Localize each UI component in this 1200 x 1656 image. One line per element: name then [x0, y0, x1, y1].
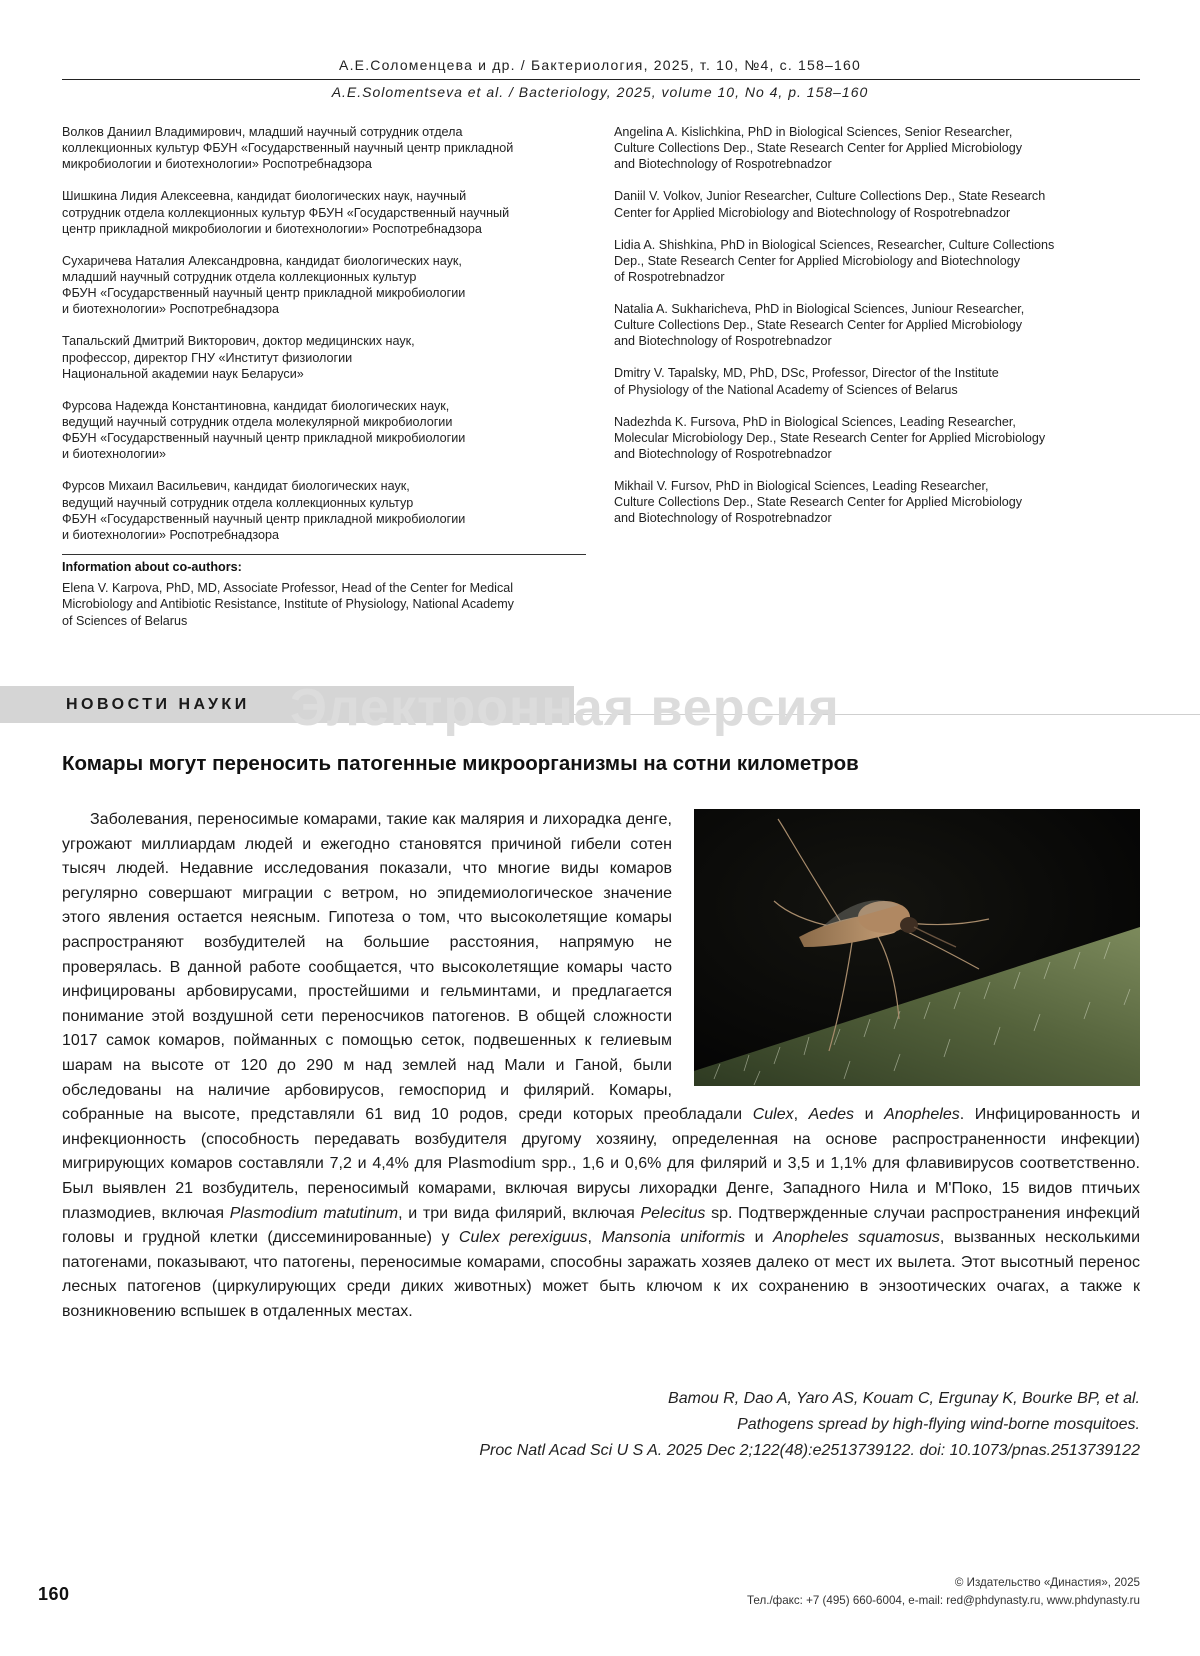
- author-en-entry: Mikhail V. Fursov, PhD in Biological Sciences, Leading Researcher, Culture Collections Dep., State Research Center for Applied Microbiology and Biotechnology of Rospotrebnadzor: [614, 479, 1023, 526]
- author-ru-entry: Тапальский Дмитрий Викторович, доктор медицинских наук, профессор, директор ГНУ «Институт физиологии Национальной академии наук Беларуси»: [62, 334, 415, 381]
- author-ru-entry: Шишкина Лидия Алексеевна, кандидат биологических наук, научный сотрудник отдела коллекционных культур ФБУН «Государственный научный центр прикладной микробиологии и биотехнологии» Роспотребнадзора: [62, 189, 510, 236]
- authors-en-column: [614, 124, 1154, 542]
- species-name: Anopheles squamosus: [773, 1229, 940, 1247]
- author-en-entry: Natalia A. Sukharicheva, PhD in Biological Sciences, Juniour Researcher, Culture Collections Dep., State Research Center for Applied Microbiology and Biotechnology of Rospotrebnadzor: [614, 302, 1025, 349]
- publisher-copyright: © Издательство «Династия», 2025: [954, 1576, 1140, 1589]
- citation-source: Proc Natl Acad Sci U S A. 2025 Dec 2;122(48):e2513739122. doi: 10.1073/pnas.2513739122: [479, 1442, 1140, 1459]
- text-run: ,: [587, 1229, 602, 1247]
- header-divider: [62, 79, 1140, 80]
- author-en-entry: Lidia A. Shishkina, PhD in Biological Sciences, Researcher, Culture Collections Dep., State Research Center for Applied Microbiology and Biotechnology of Rospotrebnadzor: [614, 237, 1055, 285]
- author-en-entry: Nadezhda K. Fursova, PhD in Biological Sciences, Leading Researcher, Molecular Microbiology Dep., State Research Center for Applied Microbiology and Biotechnology of Rospotrebnadzor: [614, 414, 1046, 462]
- text-run: , вызванных несколькими патогенами, показывают, что патогены, переносимые комарами, способны заражать хозяев далеко от мест их вылета. Этот высотный перенос лесных патогенов (циркулирующих среди диких животных) может быть ключом к их сохранению в энзоотических очагах, а также к возникновению вспышек в отдаленных местах.: [62, 1229, 1141, 1320]
- genus-name: Culex: [752, 1106, 794, 1124]
- text-run: Заболевания, переносимые комарами, такие как малярия и лихорадка денге, угрожают миллиардам людей и ежегодно становятся причиной гибели сотен тысяч людей. Недавние исследования показали, что многие виды комаров регулярно совершают миграции с ветром, но эпидемиологическое значение этого явления остается неясным. Гипотеза о том, что высоколетящие комары распространяют возбудителей на большие расстояния, напрямую не проверялась. В данной работе сообщается, что высоколетящие комары часто инфицированы арбовирусами, простейшими и гельминтами, и предлагается понимание этой воздушной сети переносчиков патогенов. В общей сложности 1017 самок комаров, пойманных с помощью сеток, подвешенных к гелиевым шарам на высоте от 120 до 290 м над землей над Мали и Ганой, были обследованы на наличие арбовирусов, гемоспорид и филярий. Комары, собранные на высоте, представляли 61 вид 10 родов, среди которых преобладали: [62, 811, 753, 1124]
- genus-name: Anopheles: [884, 1106, 960, 1124]
- article-body: [62, 808, 1140, 1324]
- text-run: и: [745, 1229, 774, 1247]
- species-name: Plasmodium matutinum: [229, 1204, 399, 1222]
- text-run: . Инфицированность и инфекционность (способность передавать возбудителя другому хозяину, определенная на основе распространенности инфекции) мигрирующих комаров составляли 7,2 и 4,4% для Plasmodium spp., 1,6 и 0,6% для филярий и 3,5 и 1,1% для флавивирусов соответственно. Был выявлен 21 возбудитель, переносимый комарами, включая вирусы лихорадки Денге, Западного Нила и М'Поко, 15 видов птичьих плазмодиев, включая: [62, 1106, 1141, 1222]
- text-run: ,: [793, 1106, 809, 1124]
- citation-title: Pathogens spread by high-flying wind-borne mosquitoes.: [737, 1416, 1140, 1433]
- photo-placeholder: [694, 808, 1140, 1085]
- page-number: 160: [38, 1584, 70, 1604]
- text-run: sp. Подтвержденные случаи распространения инфекций головы и грудной клетки (диссеминированные) у: [62, 1204, 1141, 1247]
- running-header-en: A.E.Solomentseva et al. / Bacteriology, 2025, volume 10, No 4, p. 158–160: [331, 84, 869, 100]
- species-name: Pelecitus: [640, 1204, 706, 1222]
- authors-ru-column: [62, 124, 592, 559]
- section-label: НОВОСТИ НАУКИ: [66, 696, 250, 713]
- text-run: , и три вида филярий, включая: [398, 1204, 641, 1222]
- author-ru-entry: Волков Даниил Владимирович, младший научный сотрудник отдела коллекционных культур ФБУН «Государственный научный центр прикладной микробиологии и биотехнологии» Роспотребнадзора: [62, 125, 514, 172]
- publisher-footer: [747, 1574, 1140, 1610]
- author-ru-entry: Фурсов Михаил Васильевич, кандидат биологических наук, ведущий научный сотрудник отдела коллекционных культур ФБУН «Государственный научный центр прикладной микробиологии и биотехнологии» Роспотребнадзора: [62, 479, 466, 543]
- species-name: Culex perexiguus: [458, 1229, 588, 1247]
- article-title: Комары могут переносить патогенные микроорганизмы на сотни километров: [62, 752, 859, 775]
- author-ru-entry: Сухаричева Наталия Александровна, кандидат биологических наук, младший научный сотрудник отдела коллекционных культур ФБУН «Государственный научный центр прикладной микробиологии и биотехнологии» Роспотребнадзора: [62, 253, 466, 317]
- coauthors-text: Elena V. Karpova, PhD, MD, Associate Professor, Head of the Center for Medical Microbiology and Antibiotic Resistance, Institute of Physiology, National Academy of Sciences of Belarus: [62, 581, 514, 628]
- publisher-contacts: Тел./факс: +7 (495) 660-6004, e-mail: red@phdynasty.ru, www.phdynasty.ru: [746, 1594, 1140, 1607]
- genus-name: Aedes: [808, 1106, 854, 1124]
- coauthors-divider: [62, 554, 586, 555]
- author-en-entry: Dmitry V. Tapalsky, MD, PhD, DSc, Professor, Director of the Institute of Physiology of the National Academy of Sciences of Belarus: [614, 366, 999, 397]
- coauthors-heading: Information about co-authors:: [62, 560, 242, 574]
- author-en-entry: Angelina A. Kislichkina, PhD in Biological Sciences, Senior Researcher, Culture Collections Dep., State Research Center for Applied Microbiology and Biotechnology of Rospotrebnadzor: [614, 125, 1023, 172]
- species-name: Mansonia uniformis: [601, 1229, 746, 1247]
- text-run: и: [854, 1106, 885, 1124]
- citation: [479, 1386, 1140, 1464]
- watermark: Электронная версия: [290, 679, 840, 737]
- running-header-ru: А.Е.Соломенцева и др. / Бактериология, 2025, т. 10, №4, с. 158–160: [339, 57, 861, 73]
- author-ru-entry: Фурсова Надежда Константиновна, кандидат биологических наук, ведущий научный сотрудник отдела молекулярной микробиологии ФБУН «Государственный научный центр прикладной микробиологии и биотехнологии»: [62, 398, 466, 462]
- author-en-entry: Daniil V. Volkov, Junior Researcher, Culture Collections Dep., State Research Center for Applied Microbiology and Biotechnology of Rospotrebnadzor: [614, 189, 1046, 220]
- citation-authors: Bamou R, Dao A, Yaro AS, Kouam C, Ergunay K, Bourke BP, et al.: [668, 1390, 1140, 1407]
